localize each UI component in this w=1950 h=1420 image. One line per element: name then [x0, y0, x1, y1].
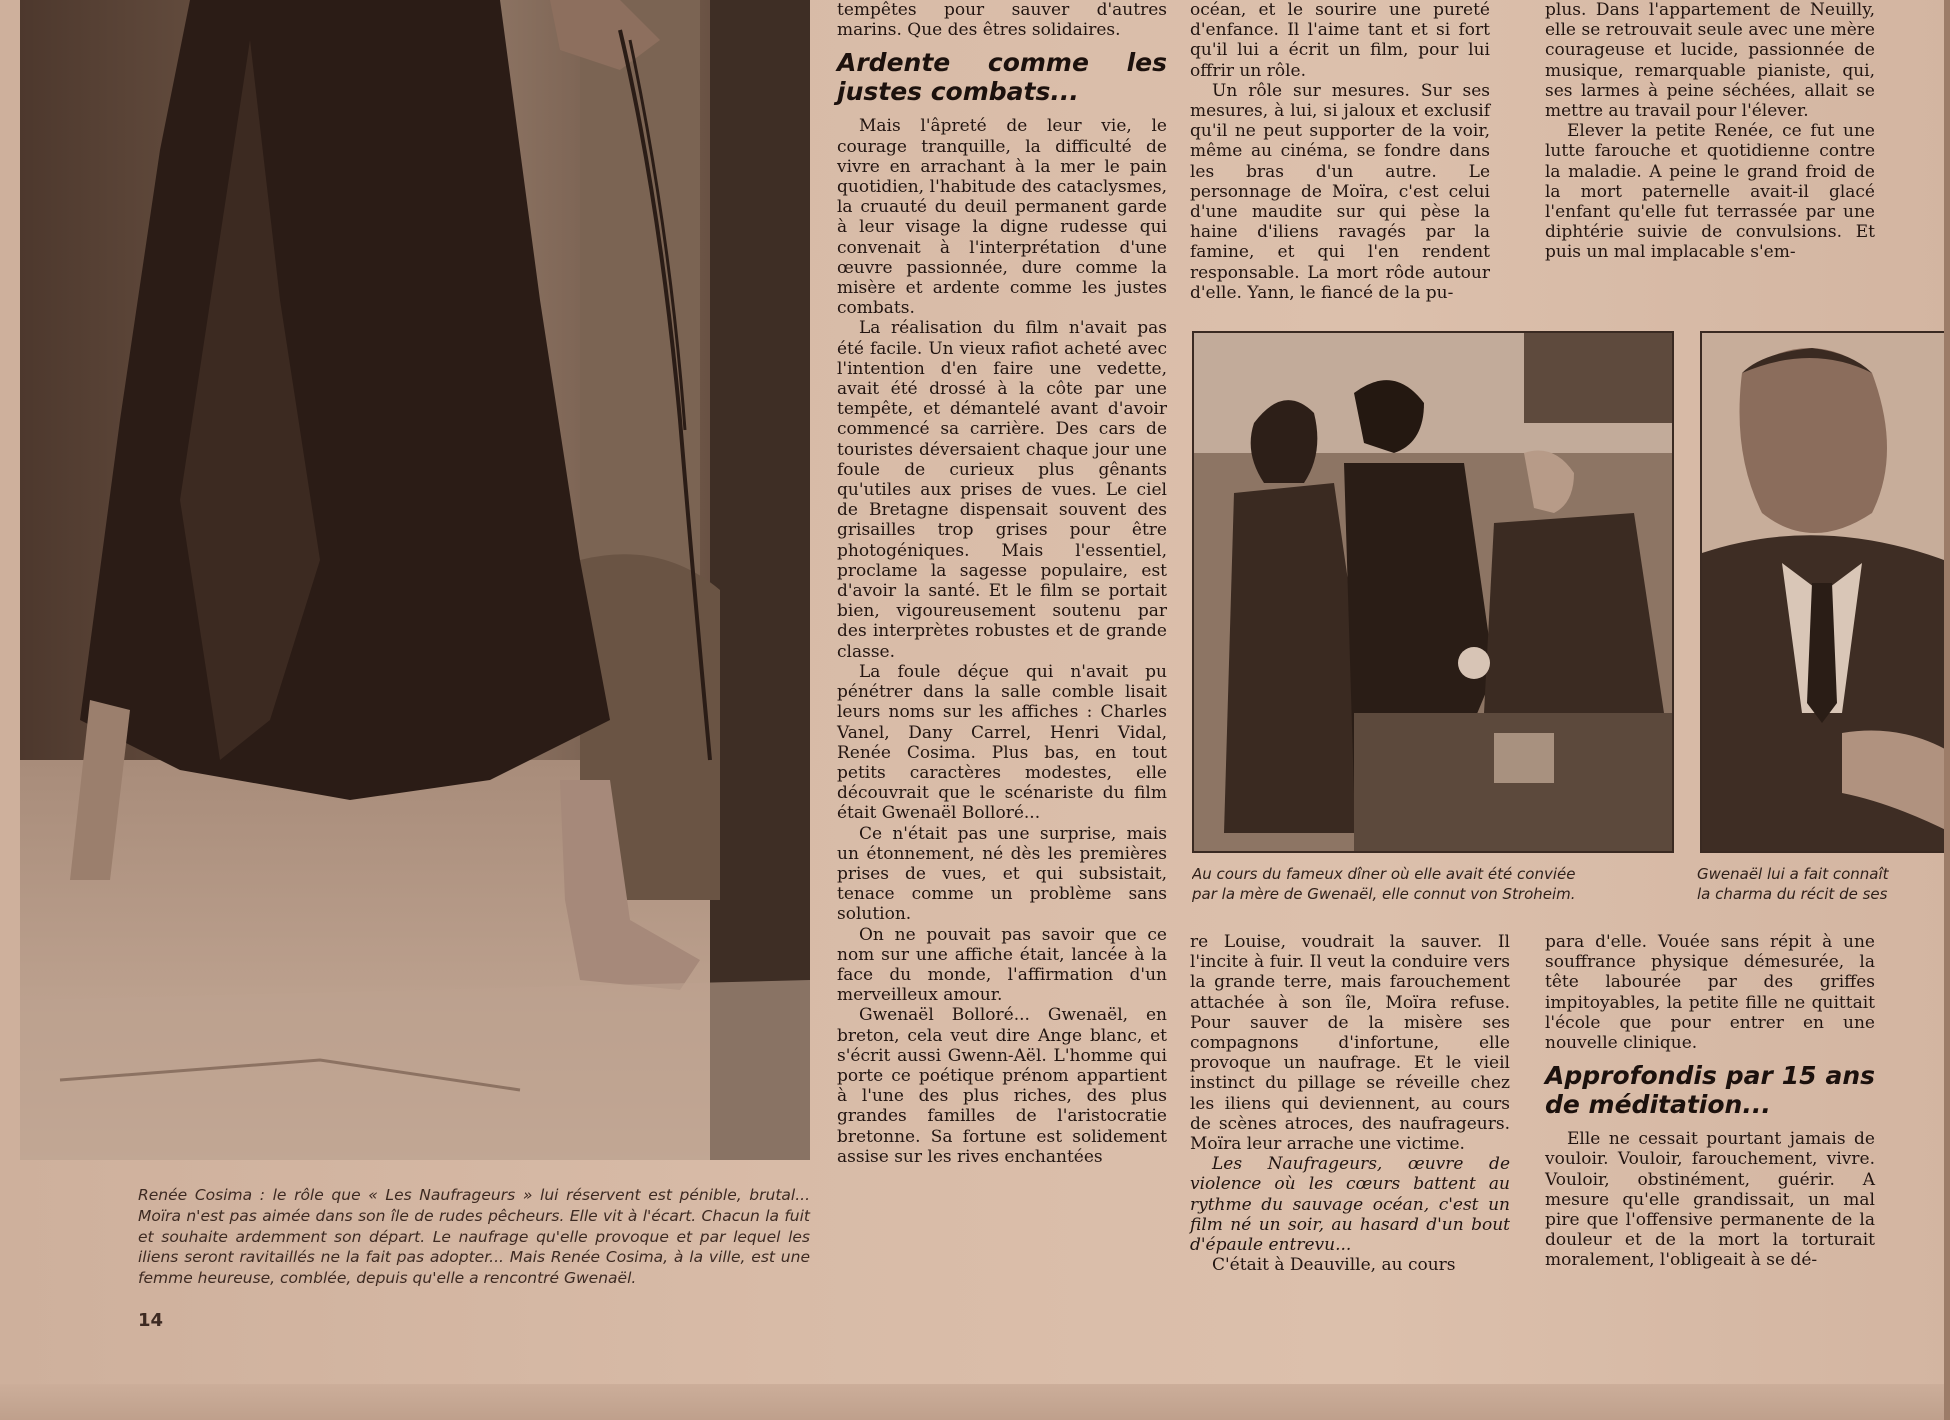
page-right-edge	[1944, 0, 1950, 1420]
subheading: Approfondis par 15 ans de méditation...	[1545, 1061, 1875, 1120]
article-column-1	[837, 0, 1167, 1167]
caption-line: par la mère de Gwenaël, elle connut von Stroheim.	[1192, 885, 1576, 903]
article-column-2	[1190, 0, 1490, 303]
photo-renee-cosima	[20, 0, 810, 1160]
column-text: para d'elle. Vouée sans répit à une souffrance physique démesurée, la tête labourée par des griffes impitoyables, la petite fille ne quittait l'école que pour entrer en une nouvelle clinique.	[1545, 932, 1875, 1054]
portrait-photo-caption	[1697, 864, 1947, 904]
paragraph: Elever la petite Renée, ce fut une lutte farouche et quotidienne contre la maladie. A peine le grand froid de la mort paternelle avait-il glacé l'enfant qu'elle fut terrassée par une diphtérie suivie de convulsions. Et puis un mal implacable s'em-	[1545, 121, 1875, 263]
dinner-photo-caption	[1192, 864, 1682, 904]
article-column-3	[1545, 0, 1875, 263]
photo-caption: Renée Cosima : le rôle que « Les Naufrageurs » lui réservent est pénible, brutal... Moïra n'est pas aimée dans son île de rudes pêcheurs. Elle vit à l'écart. Chacun la fuit et souhaite ardemment son départ. Le naufrage qu'elle provoque et par lequel les iliens seront ravitaillés ne la fait pas adopter... Mais Renée Cosima, à la ville, est une femme heureuse, comblée, depuis qu'elle a rencontré Gwenaël.	[138, 1186, 810, 1288]
photo-dinner-scene	[1192, 331, 1674, 853]
paragraph: La réalisation du film n'avait pas été facile. Un vieux rafiot acheté avec l'intention d'en faire une vedette, avait été drossé à la côte par une tempête, et démantelé avant d'avoir commencé sa carrière. Des cars de touristes déversaient chaque jour une foule de curieux plus gênants qu'utiles aux prises de vues. Le ciel de Bretagne dispensait souvent des grisailles trop grises pour être photogéniques. Mais l'essentiel, proclame la sagesse populaire, est d'avoir la santé. Et le film se portait bien, vigoureusement soutenu par des interprètes robustes et de grande classe.	[837, 318, 1167, 662]
paragraph: C'était à Deauville, au cours	[1212, 1255, 1456, 1276]
page-bottom-edge	[0, 1384, 1950, 1420]
paragraph: re Louise, voudrait la sauver. Il l'incite à fuir. Il veut la conduire vers la grande terre, mais farouchement attachée à son île, Moïra refuse. Pour sauver de la misère ses compagnons d'infortune, elle provoque un naufrage. Et le vieil instinct du pillage se réveille chez les iliens qui deviennent, au cours de scènes atroces, des naufrageurs. Moïra leur arrache une victime.	[1190, 932, 1510, 1155]
column-text: tempêtes pour sauver d'autres marins. Que des êtres solidaires.	[837, 0, 1167, 41]
caption-line: la charma du récit de ses	[1697, 885, 1888, 903]
paragraph: Les Naufrageurs, œuvre de violence où les cœurs battent au rythme du sauvage océan, c'est un film né un soir, au hasard d'un bout d'épaule entrevu...	[1190, 1154, 1510, 1256]
paragraph: Elle ne cessait pourtant jamais de vouloir. Vouloir, farouchement, vivre. Vouloir, obstinément, guérir. A mesure qu'elle grandissait, un mal pire que l'offensive permanente de la douleur et de la mort la torturait moralement, l'obligeait à se dé-	[1545, 1129, 1875, 1271]
paragraph: On ne pouvait pas savoir que ce nom sur une affiche était, lancée à la face du monde, l'affirmation d'un merveilleux amour.	[837, 924, 1167, 1006]
photo-gwenael-portrait	[1700, 331, 1950, 853]
paragraph: Ce n'était pas une surprise, mais un étonnement, né dès les premières prises de vues, et qui subsistait, tenace comme un problème sans solution.	[837, 823, 1167, 925]
paragraph: La foule déçue qui n'avait pu pénétrer dans la salle comble lisait leurs noms sur les affiches : Charles Vanel, Dany Carrel, Henri Vidal, Renée Cosima. Plus bas, en tout petits caractères modestes, elle découvrait que le scénariste du film était Gwenaël Bolloré...	[837, 661, 1167, 824]
page-number: 14	[138, 1310, 164, 1331]
paragraph: Un rôle sur mesures. Sur ses mesures, à lui, si jaloux et exclusif qu'il ne peut supporter de la voir, même au cinéma, se fondre dans les bras d'un autre. Le personnage de Moïra, c'est celui d'une maudite sur qui pèse la haine d'iliens ravagés par la famine, et qui l'en rendent responsable. La mort rôde autour d'elle. Yann, le fiancé de la pu-	[1190, 80, 1490, 303]
column-text: océan, et le sourire une pureté d'enfance. Il l'aime tant et si fort qu'il lui a écrit un film, pour lui offrir un rôle.	[1190, 0, 1490, 81]
article-column-3-bottom	[1545, 932, 1875, 1271]
caption-line: Au cours du fameux dîner où elle avait été conviée	[1192, 865, 1576, 883]
paragraph: Gwenaël Bolloré... Gwenaël, en breton, cela veut dire Ange blanc, et s'écrit aussi Gwenn-Aël. L'homme qui porte ce poétique prénom appartient à l'une des plus riches, des plus grandes familles de l'aristocratie bretonne. Sa fortune est solidement assise sur les rives enchantées	[837, 1005, 1167, 1167]
column-text: plus. Dans l'appartement de Neuilly, elle se retrouvait seule avec une mère courageuse et lucide, passionnée de musique, remarquable pianiste, qui, ses larmes à peine séchées, allait se mettre au travail pour l'élever.	[1545, 0, 1875, 122]
article-column-2-bottom	[1190, 932, 1510, 1275]
caption-line: Gwenaël lui a fait connaît	[1697, 865, 1889, 883]
subheading: Ardente comme les justes combats...	[837, 48, 1167, 107]
paragraph: Mais l'âpreté de leur vie, le courage tranquille, la difficulté de vivre en arrachant à la mer le pain quotidien, l'habitude des cataclysmes, la cruauté du deuil permanent garde à leur visage la digne rudesse qui convenait à l'interprétation d'une œuvre passionnée, dure comme la misère et ardente comme les justes combats.	[837, 116, 1167, 319]
